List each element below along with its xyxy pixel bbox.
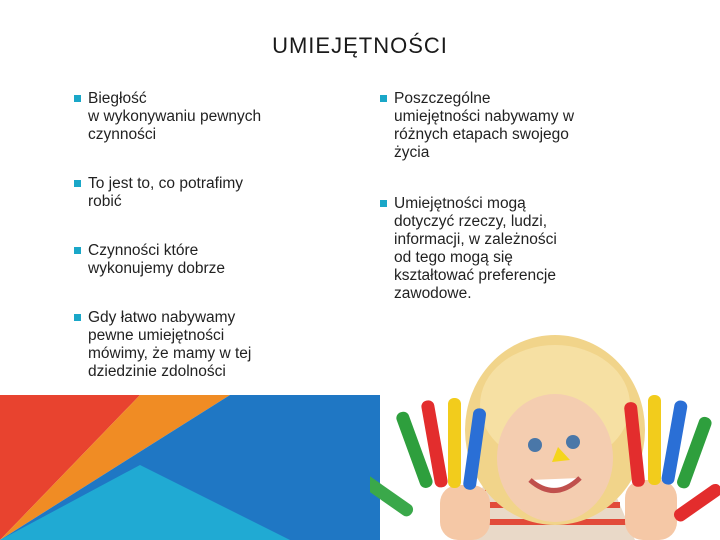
bullet-text: Poszczególne umiejętności nabywamy w różnych etapach swojego życia bbox=[394, 90, 575, 161]
bullet-square-icon bbox=[74, 247, 81, 254]
bullet-text: Czynności które wykonujemy dobrze bbox=[88, 242, 225, 277]
bullet-text: Umiejętności mogą dotyczyć rzeczy, ludzi, informacji, w zależności od tego mogą się kształtować preferencje zawodowe. bbox=[394, 195, 557, 302]
list-item bbox=[73, 90, 323, 144]
bullet-text: Biegłość w wykonywaniu pewnych czynności bbox=[88, 90, 262, 143]
bullet-text: Gdy łatwo nabywamy pewne umiejętności mówimy, że mamy w tej dziedzinie zdolności bbox=[88, 309, 252, 380]
child-with-painted-hands-icon bbox=[370, 290, 720, 540]
list-item bbox=[73, 242, 323, 278]
left-column bbox=[73, 90, 323, 381]
slide-title: UMIEJĘTNOŚCI bbox=[272, 33, 448, 58]
right-column bbox=[379, 90, 641, 303]
bullet-square-icon bbox=[380, 200, 387, 207]
bullet-square-icon bbox=[380, 95, 387, 102]
list-item bbox=[379, 90, 641, 162]
list-item bbox=[379, 195, 641, 303]
corner-decoration bbox=[0, 395, 380, 540]
bullet-square-icon bbox=[74, 95, 81, 102]
bullet-text: To jest to, co potrafimy robić bbox=[88, 175, 244, 210]
bullet-square-icon bbox=[74, 314, 81, 321]
list-item bbox=[73, 309, 323, 381]
bullet-square-icon bbox=[74, 180, 81, 187]
list-item bbox=[73, 175, 323, 211]
